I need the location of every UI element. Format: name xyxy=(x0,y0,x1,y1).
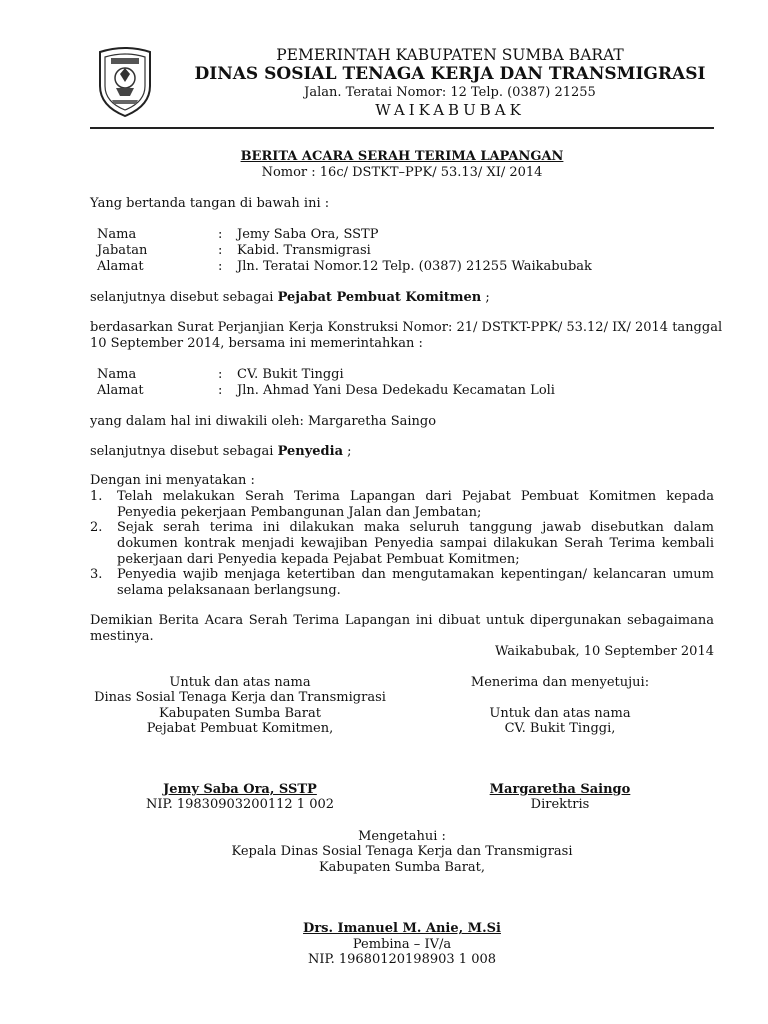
left-signatory-id: NIP. 19830903200112 1 002 xyxy=(145,797,335,812)
colon: : xyxy=(218,259,223,274)
party1-designation: selanjutnya disebut sebagai Pejabat Pembuat Komitmen ; xyxy=(90,290,490,305)
right-sign-line3: CV. Bukit Tinggi, xyxy=(504,721,616,736)
document-title: BERITA ACARA SERAH TERIMA LAPANGAN xyxy=(240,149,564,164)
left-signatory-name: Jemy Saba Ora, SSTP xyxy=(163,782,317,797)
party1-address: Jln. Teratai Nomor.12 Telp. (0387) 21255 Waikabubak xyxy=(237,259,592,274)
letterhead-divider xyxy=(90,127,714,129)
left-sign-line3: Kabupaten Sumba Barat xyxy=(159,706,321,721)
acknowledge-signatory-rank: Pembina – IV/a xyxy=(352,937,452,952)
item-number: 1. xyxy=(90,489,103,504)
item-number: 3. xyxy=(90,567,103,582)
item-number: 2. xyxy=(90,520,103,535)
party2-address: Jln. Ahmad Yani Desa Dedekadu Kecamatan Loli xyxy=(237,383,555,398)
contract-reference-line1: berdasarkan Surat Perjanjian Kerja Konstruksi Nomor: 21/ DSTKT-PPK/ 53.12/ IX/ 2014 tanggal xyxy=(90,320,723,335)
acknowledge-line3: Kabupaten Sumba Barat, xyxy=(318,860,486,875)
party1-name-label: Nama xyxy=(97,227,137,242)
contract-reference-line2: 10 September 2014, bersama ini memerintahkan : xyxy=(90,336,423,351)
party2-designation: selanjutnya disebut sebagai Penyedia ; xyxy=(90,444,352,459)
party2-name: CV. Bukit Tinggi xyxy=(237,367,344,382)
party2-name-label: Nama xyxy=(97,367,137,382)
left-sign-line4: Pejabat Pembuat Komitmen, xyxy=(146,721,334,736)
right-signatory-name: Margaretha Saingo xyxy=(489,782,631,797)
letterhead-government: PEMERINTAH KABUPATEN SUMBA BARAT xyxy=(276,46,624,64)
acknowledge-line1: Mengetahui : xyxy=(358,829,446,844)
party1-position-label: Jabatan xyxy=(97,243,148,258)
letterhead-address: Jalan. Teratai Nomor: 12 Telp. (0387) 21255 xyxy=(304,85,596,100)
acknowledge-line2: Kepala Dinas Sosial Tenaga Kerja dan Transmigrasi xyxy=(231,844,573,859)
right-signatory-role: Direktris xyxy=(530,797,590,812)
right-sign-line2: Untuk dan atas nama xyxy=(489,706,631,721)
document-number: Nomor : 16c/ DSTKT–PPK/ 53.13/ XI/ 2014 xyxy=(261,165,543,180)
regency-emblem-icon xyxy=(94,46,156,118)
party1-name: Jemy Saba Ora, SSTP xyxy=(237,227,379,242)
left-sign-line2: Dinas Sosial Tenaga Kerja dan Transmigrasi xyxy=(94,690,386,705)
colon: : xyxy=(218,243,223,258)
item-text: Sejak serah terima ini dilakukan maka seluruh tanggung jawab disebutkan dalam dokumen kontrak menjadi kewajiban Penyedia sampai dilakukan Serah Terima kembali pekerjaan dari Penyedia kepada Pejabat Pembuat Komitmen; xyxy=(117,520,714,567)
closing-statement: Demikian Berita Acara Serah Terima Lapangan ini dibuat untuk dipergunakan sebagaimana mestinya. xyxy=(90,613,714,644)
intro-text: Yang bertanda tangan di bawah ini : xyxy=(90,196,330,211)
left-sign-line1: Untuk dan atas nama xyxy=(169,675,311,690)
declaration-heading: Dengan ini menyatakan : xyxy=(90,473,255,488)
item-text: Telah melakukan Serah Terima Lapangan dari Pejabat Pembuat Komitmen kepada Penyedia pekerjaan Pembangunan Jalan dan Jembatan; xyxy=(117,489,714,520)
party1-position: Kabid. Transmigrasi xyxy=(237,243,371,258)
party1-address-label: Alamat xyxy=(97,259,144,274)
place-and-date: Waikabubak, 10 September 2014 xyxy=(495,644,714,659)
colon: : xyxy=(218,383,223,398)
represented-by: yang dalam hal ini diwakili oleh: Margaretha Saingo xyxy=(90,414,437,429)
acknowledge-signatory-name: Drs. Imanuel M. Anie, M.Si xyxy=(303,921,501,936)
letterhead-agency: DINAS SOSIAL TENAGA KERJA DAN TRANSMIGRASI xyxy=(194,64,706,84)
right-sign-line1: Menerima dan menyetujui: xyxy=(470,675,650,690)
colon: : xyxy=(218,227,223,242)
colon: : xyxy=(218,367,223,382)
letterhead-city: WAIKABUBAK xyxy=(375,101,525,119)
party2-address-label: Alamat xyxy=(97,383,144,398)
item-text: Penyedia wajib menjaga ketertiban dan mengutamakan kepentingan/ kelancaran umum selama pelaksanaan berlangsung. xyxy=(117,567,714,598)
acknowledge-signatory-id: NIP. 19680120198903 1 008 xyxy=(307,952,497,967)
